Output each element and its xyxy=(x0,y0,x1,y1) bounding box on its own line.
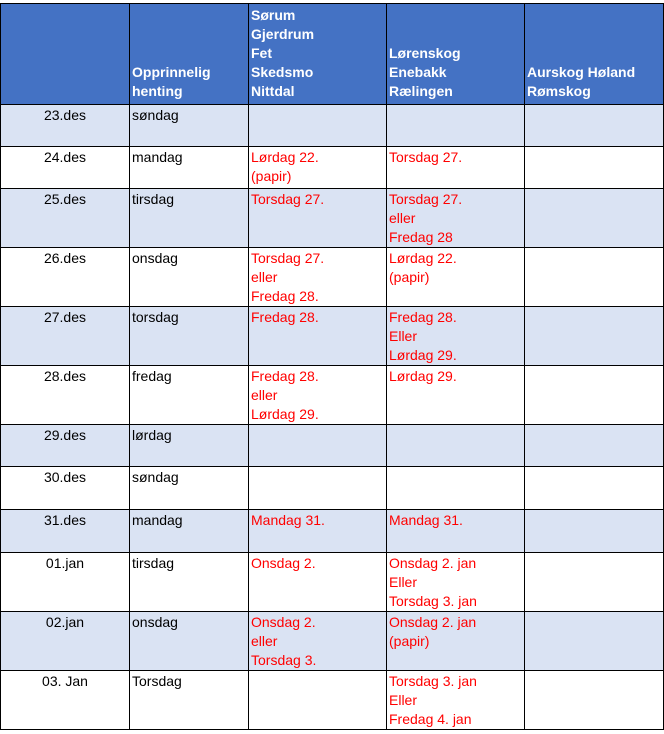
table-row xyxy=(1,248,664,307)
header-aurskog-holand: Aurskog Høland Rømskog xyxy=(525,4,664,105)
reschedule-cell xyxy=(249,425,387,467)
reschedule-cell xyxy=(525,467,664,510)
reschedule-cell: Fredag 28. xyxy=(249,307,387,366)
date-cell: 03. Jan xyxy=(1,671,130,730)
table-row xyxy=(1,366,664,425)
reschedule-cell xyxy=(525,671,664,730)
reschedule-cell: Mandag 31. xyxy=(249,510,387,553)
table-row xyxy=(1,105,664,147)
table-row xyxy=(1,510,664,553)
reschedule-cell: Torsdag 27. eller Fredag 28 xyxy=(387,189,525,248)
reschedule-cell xyxy=(525,366,664,425)
reschedule-cell: Torsdag 27. xyxy=(249,189,387,248)
reschedule-cell: Lørdag 22. (papir) xyxy=(249,147,387,189)
date-cell: 29.des xyxy=(1,425,130,467)
reschedule-cell xyxy=(249,671,387,730)
reschedule-cell: Lørdag 29. xyxy=(387,366,525,425)
date-cell: 26.des xyxy=(1,248,130,307)
date-cell: 24.des xyxy=(1,147,130,189)
reschedule-cell: Mandag 31. xyxy=(387,510,525,553)
reschedule-cell xyxy=(249,105,387,147)
reschedule-cell xyxy=(249,467,387,510)
day-cell: søndag xyxy=(130,467,249,510)
reschedule-cell xyxy=(525,612,664,671)
reschedule-cell xyxy=(525,307,664,366)
day-cell: tirsdag xyxy=(130,189,249,248)
reschedule-cell xyxy=(525,510,664,553)
table-row xyxy=(1,553,664,612)
reschedule-cell: Torsdag 27. eller Fredag 28. xyxy=(249,248,387,307)
reschedule-cell xyxy=(525,105,664,147)
header-lorenskog-enebakk: Lørenskog Enebakk Rælingen xyxy=(387,4,525,105)
day-cell: torsdag xyxy=(130,307,249,366)
date-cell: 27.des xyxy=(1,307,130,366)
reschedule-cell xyxy=(387,425,525,467)
table-row xyxy=(1,147,664,189)
header-original-pickup: Opprinnelig henting xyxy=(130,4,249,105)
reschedule-cell: Onsdag 2. eller Torsdag 3. xyxy=(249,612,387,671)
day-cell: tirsdag xyxy=(130,553,249,612)
day-cell: fredag xyxy=(130,366,249,425)
reschedule-cell: Fredag 28. Eller Lørdag 29. xyxy=(387,307,525,366)
date-cell: 02.jan xyxy=(1,612,130,671)
reschedule-cell: Onsdag 2. xyxy=(249,553,387,612)
header-sorum-gjerdrum: Sørum Gjerdrum Fet Skedsmo Nittdal xyxy=(249,4,387,105)
table-row xyxy=(1,425,664,467)
reschedule-cell: Onsdag 2. jan (papir) xyxy=(387,612,525,671)
table-row xyxy=(1,671,664,730)
reschedule-cell xyxy=(525,248,664,307)
reschedule-cell xyxy=(525,553,664,612)
date-cell: 28.des xyxy=(1,366,130,425)
reschedule-cell: Torsdag 3. jan Eller Fredag 4. jan xyxy=(387,671,525,730)
reschedule-cell xyxy=(525,425,664,467)
reschedule-cell xyxy=(525,147,664,189)
pickup-schedule-table xyxy=(0,3,664,730)
reschedule-cell: Lørdag 22. (papir) xyxy=(387,248,525,307)
date-cell: 31.des xyxy=(1,510,130,553)
header-row xyxy=(1,4,664,105)
table-row xyxy=(1,467,664,510)
reschedule-cell: Fredag 28. eller Lørdag 29. xyxy=(249,366,387,425)
day-cell: Torsdag xyxy=(130,671,249,730)
date-cell: 01.jan xyxy=(1,553,130,612)
reschedule-cell xyxy=(387,467,525,510)
reschedule-cell xyxy=(387,105,525,147)
table-row xyxy=(1,307,664,366)
day-cell: søndag xyxy=(130,105,249,147)
reschedule-cell xyxy=(525,189,664,248)
date-cell: 30.des xyxy=(1,467,130,510)
header-date xyxy=(1,4,130,105)
date-cell: 23.des xyxy=(1,105,130,147)
day-cell: onsdag xyxy=(130,248,249,307)
reschedule-cell: Onsdag 2. jan Eller Torsdag 3. jan xyxy=(387,553,525,612)
date-cell: 25.des xyxy=(1,189,130,248)
day-cell: onsdag xyxy=(130,612,249,671)
day-cell: mandag xyxy=(130,147,249,189)
reschedule-cell: Torsdag 27. xyxy=(387,147,525,189)
day-cell: lørdag xyxy=(130,425,249,467)
day-cell: mandag xyxy=(130,510,249,553)
table-row xyxy=(1,189,664,248)
table-row xyxy=(1,612,664,671)
